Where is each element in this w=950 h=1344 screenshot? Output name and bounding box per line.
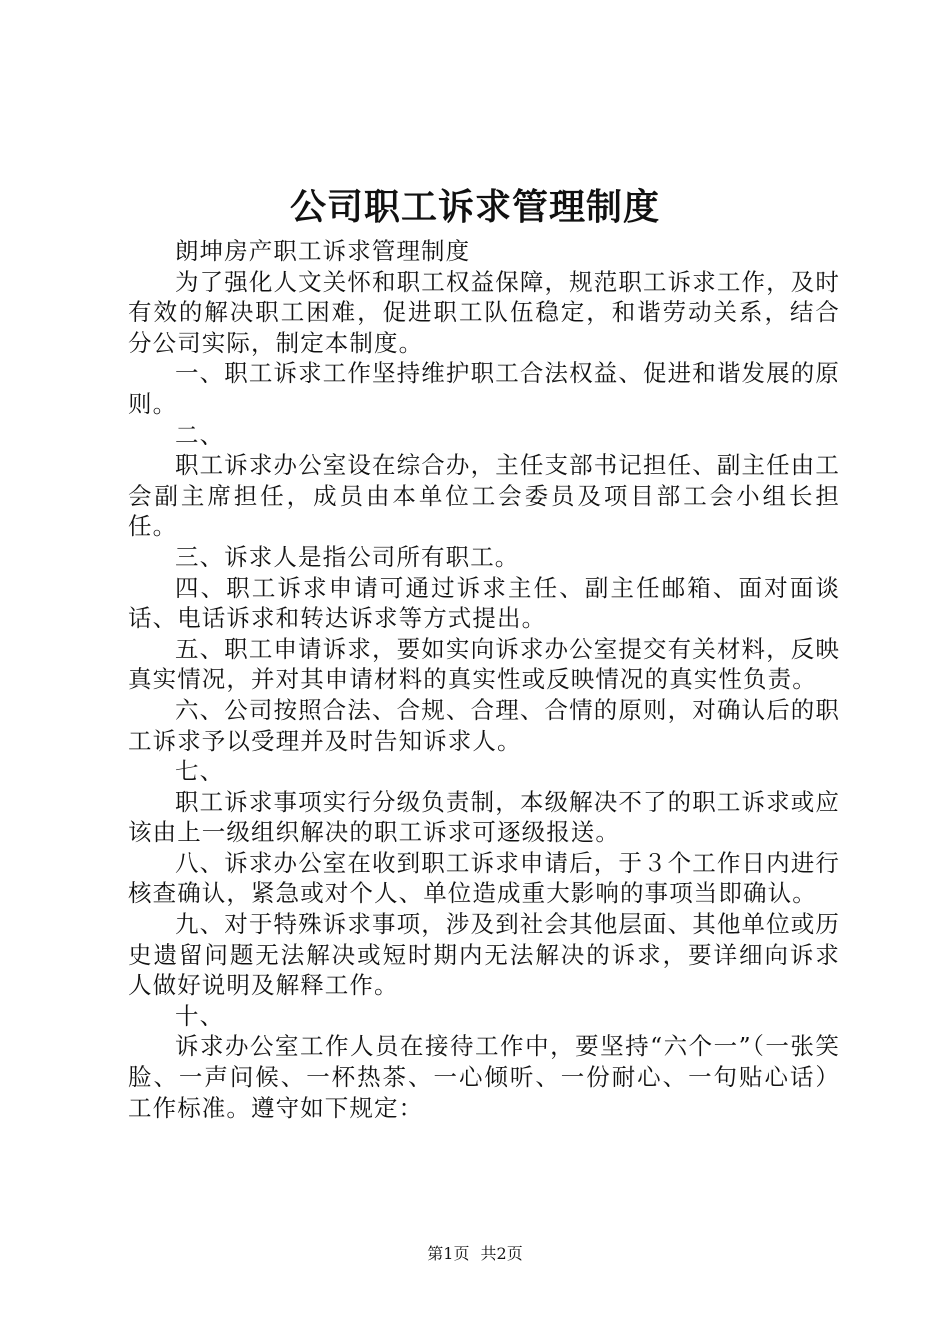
- paragraph: 十、: [175, 1001, 225, 1030]
- paragraph: 三、诉求人是指公司所有职工。: [175, 542, 520, 571]
- paragraph: 九、对于特殊诉求事项，涉及到社会其他层面、其他单位或历史遗留问题无法解决或短时期内无法解决的诉求，要详细向诉求人做好说明及解释工作。: [128, 910, 840, 1000]
- paragraph: 为了强化人文关怀和职工权益保障，规范职工诉求工作，及时有效的解决职工困难，促进职工队伍稳定，和谐劳动关系，结合分公司实际，制定本制度。: [128, 267, 840, 357]
- paragraph: 七、: [175, 757, 225, 786]
- page-total: 共2页: [480, 1244, 523, 1263]
- paragraph: 一、职工诉求工作坚持维护职工合法权益、促进和谐发展的原则。: [128, 359, 840, 418]
- paragraph: 朗坤房产职工诉求管理制度: [175, 237, 471, 265]
- paragraph: 四、职工诉求申请可通过诉求主任、副主任邮箱、面对面谈话、电话诉求和转达诉求等方式提出。: [128, 573, 840, 633]
- paragraph: 六、公司按照合法、合规、合理、合情的原则，对确认后的职工诉求予以受理并及时告知诉求人。: [128, 695, 840, 755]
- document-title: 公司职工诉求管理制度: [289, 186, 660, 228]
- document-body: [128, 236, 840, 1123]
- paragraph: 职工诉求办公室设在综合办，主任支部书记担任、副主任由工会副主席担任，成员由本单位工会委员及项目部工会小组长担任。: [128, 451, 840, 541]
- page-footer: [0, 1243, 950, 1265]
- paragraph: 职工诉求事项实行分级负责制，本级解决不了的职工诉求或应该由上一级组织解决的职工诉求可逐级报送。: [128, 787, 840, 847]
- paragraph: 诉求办公室工作人员在接待工作中，要坚持“六个一”（一张笑脸、一声问候、一杯热茶、一心倾听、一份耐心、一句贴心话）工作标准。遵守如下规定：: [128, 1032, 840, 1122]
- paragraph: 二、: [175, 420, 225, 449]
- page-number: 第1页: [427, 1244, 470, 1263]
- paragraph: 八、诉求办公室在收到职工诉求申请后，于３个工作日内进行核查确认，紧急或对个人、单位造成重大影响的事项当即确认。: [128, 848, 840, 908]
- paragraph: 五、职工申请诉求，要如实向诉求办公室提交有关材料，反映真实情况，并对其申请材料的真实性或反映情况的真实性负责。: [128, 634, 840, 694]
